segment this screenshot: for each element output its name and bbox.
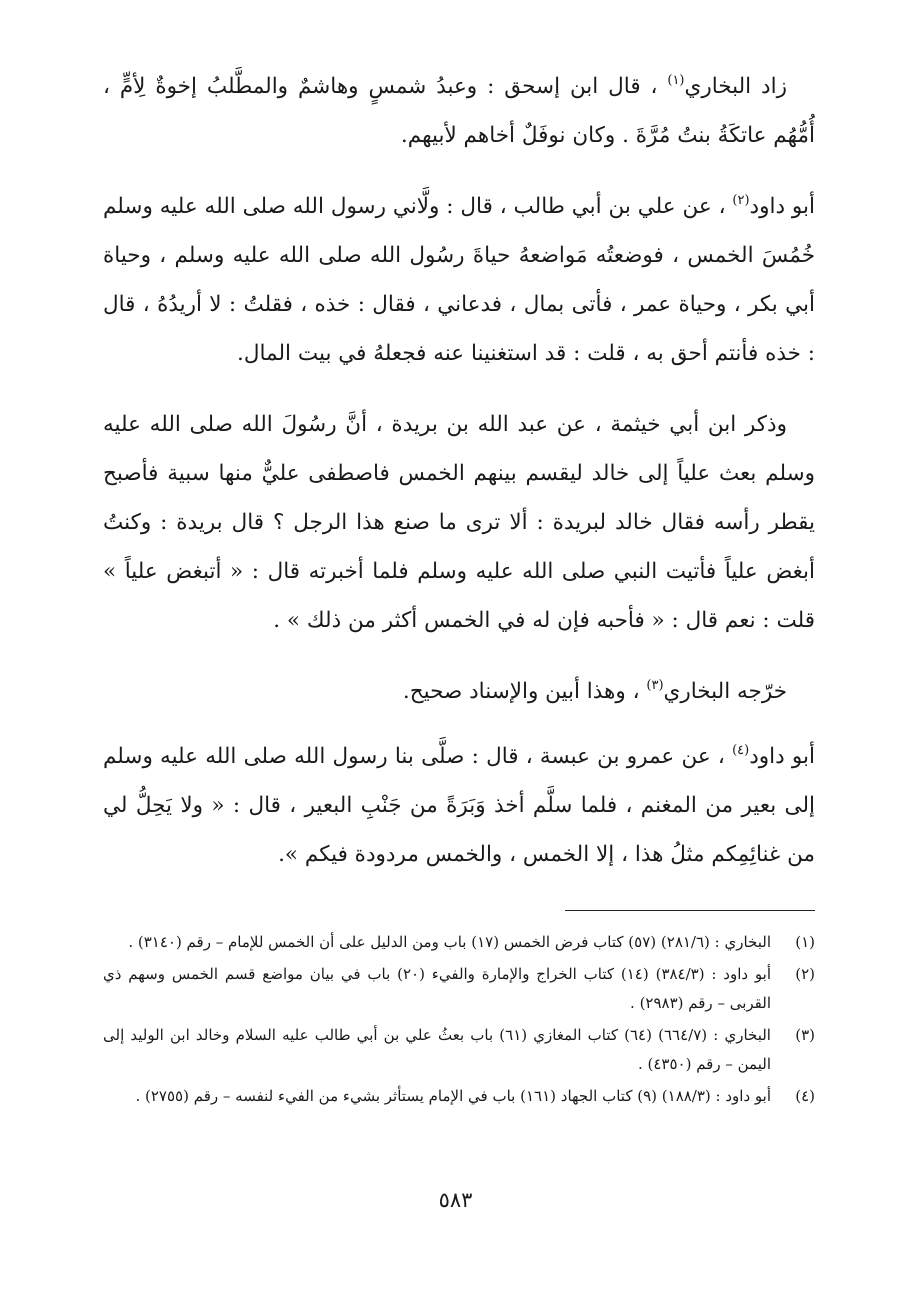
paragraph: أبو داود$^{(٤)}$ ، عن عمرو بن عبسة ، قال : صلَّى بنا رسول الله صلى الله عليه وسلم إلى بعير من المغنم ، فلما سلَّم أخذ وَبَرَةً من جَنْبِ البعير ، قال : « ولا يَحِلُّ لي من غنائِمِكم مثلُ هذا ، إلا الخمس ، والخمس مردودة فيكم ». [103, 743, 815, 867]
footnote-number: (٢) [795, 965, 815, 983]
footnote-text: أبو داود : (١٨٨/٣) (٩) كتاب الجهاد (١٦١) باب في الإمام يستأثر بشيء من الفيء لنفسه – رقم (٢٧٥٥) . [135, 1087, 771, 1105]
footnote-reference: (٣) [646, 678, 664, 693]
footnote-reference: (١) [667, 73, 685, 88]
footnote-text: البخاري : (٦٦٤/٧) (٦٤) كتاب المغازي (٦١) باب بعثُ علي بن أبي طالب عليه السلام وخالد ابن الوليد إلى اليمن – رقم (٤٣٥٠) . [103, 1026, 771, 1073]
footnote [103, 1021, 815, 1079]
main-text [103, 62, 815, 901]
footnote-number: (١) [795, 933, 815, 951]
footnote-text: البخاري : (٢٨١/٦) (٥٧) كتاب فرض الخمس (١٧) باب ومن الدليل على أن الخمس للإمام – رقم (٣١٤٠) . [128, 933, 771, 951]
footnote [103, 1082, 815, 1111]
footnote-text: أبو داود : (٣٨٤/٣) (١٤) كتاب الخراج والإمارة والفيء (٢٠) باب في بيان مواضع قسم الخمس وسهم ذي القربى – رقم (٢٩٨٣) . [103, 965, 772, 1012]
footnote-number: (٤) [795, 1087, 815, 1105]
footnote-divider [565, 910, 815, 911]
footnote-number: (٣) [795, 1026, 815, 1044]
paragraph: خرّجه البخاري$^{(٣)}$ ، وهذا أبين والإسناد صحيح. [402, 678, 787, 704]
paragraph: وذكر ابن أبي خيثمة ، عن عبد الله بن بريدة ، أنَّ رسُولَ الله صلى الله عليه وسلم بعث علياً إلى خالد ليقسم بينهم الخمس فاصطفى عليٌّ منها سبية فأصبح يقطر رأسه فقال خالد لبريدة : ألا ترى ما صنع هذا الرجل ؟ قال بريدة : وكنتُ أبغض علياً فأتيت النبي صلى الله عليه وسلم فلما أخبرته قال : « أتبغض علياً » قلت : نعم قال : « فأحبه فإن له في الخمس أكثر من ذلك » . [103, 412, 815, 633]
footnote [103, 960, 815, 1018]
paragraph: أبو داود$^{(٢)}$ ، عن علي بن أبي طالب ، قال : ولَّاني رسول الله صلى الله عليه وسلم خُمُسَ الخمس ، فوضعتُه مَواضعهُ حياةَ رسُول الله صلى الله عليه وسلم ، وحياة أبي بكر ، وحياة عمر ، فأتى بمال ، فدعاني ، فقال : خذه ، فقلتُ : لا أريدُهُ ، قال : خذه فأنتم أحق به ، قلت : قد استغنينا عنه فجعلهُ في بيت المال. [103, 193, 815, 366]
page-number: ٥٨٣ [438, 1188, 473, 1212]
footnote-reference: (٢) [732, 193, 750, 208]
paragraph: زاد البخاري$^{(١)}$ ، قال ابن إسحق : وعبدُ شمسٍ وهاشمٌ والمطَّلبُ إخوةٌ لِأمٍّ ، أُمُّهُم عاتكَةُ بنتُ مُرَّةَ . وكان نوفَلٌ أخاهم لأبيهم. [103, 73, 815, 148]
footnotes [103, 928, 815, 1114]
footnote [103, 928, 815, 957]
footnote-reference: (٤) [732, 743, 750, 758]
